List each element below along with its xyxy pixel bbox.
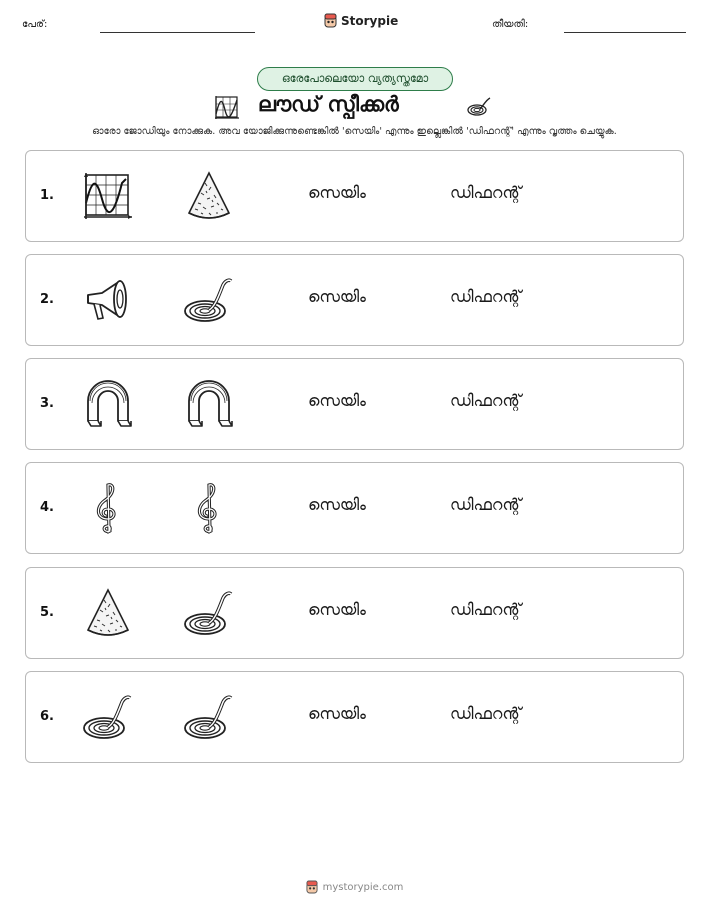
footer: [0, 880, 709, 894]
same-option[interactable]: സെയിം: [308, 600, 366, 619]
exercise-row: [25, 358, 684, 450]
same-option[interactable]: സെയിം: [308, 704, 366, 723]
different-option[interactable]: ഡിഫറന്റ്: [450, 704, 522, 723]
different-option[interactable]: ഡിഫറന്റ്: [450, 600, 522, 619]
different-option[interactable]: ഡിഫറന്റ്: [450, 391, 522, 410]
category-badge: ഒരേപോലെയോ വ്യത്യസ്തമോ: [257, 67, 453, 91]
same-option[interactable]: സെയിം: [308, 391, 366, 410]
brand-logo: [324, 13, 398, 28]
coil-icon: [466, 96, 492, 122]
coil-icon: [181, 586, 237, 642]
chart-icon: [213, 94, 241, 126]
same-option[interactable]: സെയിം: [308, 287, 366, 306]
same-option[interactable]: സെയിം: [308, 183, 366, 202]
storypie-mascot-icon: [324, 13, 337, 28]
exercise-row: [25, 254, 684, 346]
row-number: 3.: [40, 396, 54, 411]
brand-name: Storypie: [341, 13, 399, 28]
magnet-icon: [181, 377, 237, 433]
date-field-line[interactable]: [564, 32, 686, 33]
row-number: 6.: [40, 709, 54, 724]
treble-clef-icon: [80, 481, 136, 537]
coil-icon: [181, 690, 237, 746]
instructions: ഓരോ ജോഡിയും നോക്കുക. അവ യോജിക്കുന്നുണ്ടെങ്കിൽ 'സെയിം' എന്നും ഇല്ലെങ്കിൽ 'ഡിഫറന്റ്' എന്നും വൃത്തം ചെയ്യുക.: [92, 126, 617, 137]
same-option[interactable]: സെയിം: [308, 495, 366, 514]
row-number: 5.: [40, 605, 54, 620]
row-number: 2.: [40, 292, 54, 307]
name-field-line[interactable]: [100, 32, 255, 33]
different-option[interactable]: ഡിഫറന്റ്: [450, 495, 522, 514]
exercise-row: [25, 567, 684, 659]
exercise-row: [25, 671, 684, 763]
name-label: പേര്:: [22, 19, 48, 30]
worksheet-header: [0, 0, 709, 44]
exercise-row: [25, 462, 684, 554]
different-option[interactable]: ഡിഫറന്റ്: [450, 183, 522, 202]
coil-icon: [80, 690, 136, 746]
loudspeaker-icon: [80, 273, 136, 329]
different-option[interactable]: ഡിഫറന്റ്: [450, 287, 522, 306]
cone-icon: [80, 586, 136, 642]
magnet-icon: [80, 377, 136, 433]
coil-icon: [181, 273, 237, 329]
treble-clef-icon: [181, 481, 237, 537]
title-row: [0, 92, 709, 122]
page-title: ലൗഡ് സ്പീക്കർ: [258, 92, 399, 116]
footer-url: mystorypie.com: [322, 881, 404, 893]
exercise-row: [25, 150, 684, 242]
chart-icon: [80, 169, 136, 225]
cone-icon: [181, 169, 237, 225]
row-number: 4.: [40, 500, 54, 515]
date-label: തീയതി:: [492, 19, 529, 30]
storypie-mascot-icon: [306, 880, 318, 894]
row-number: 1.: [40, 188, 54, 203]
